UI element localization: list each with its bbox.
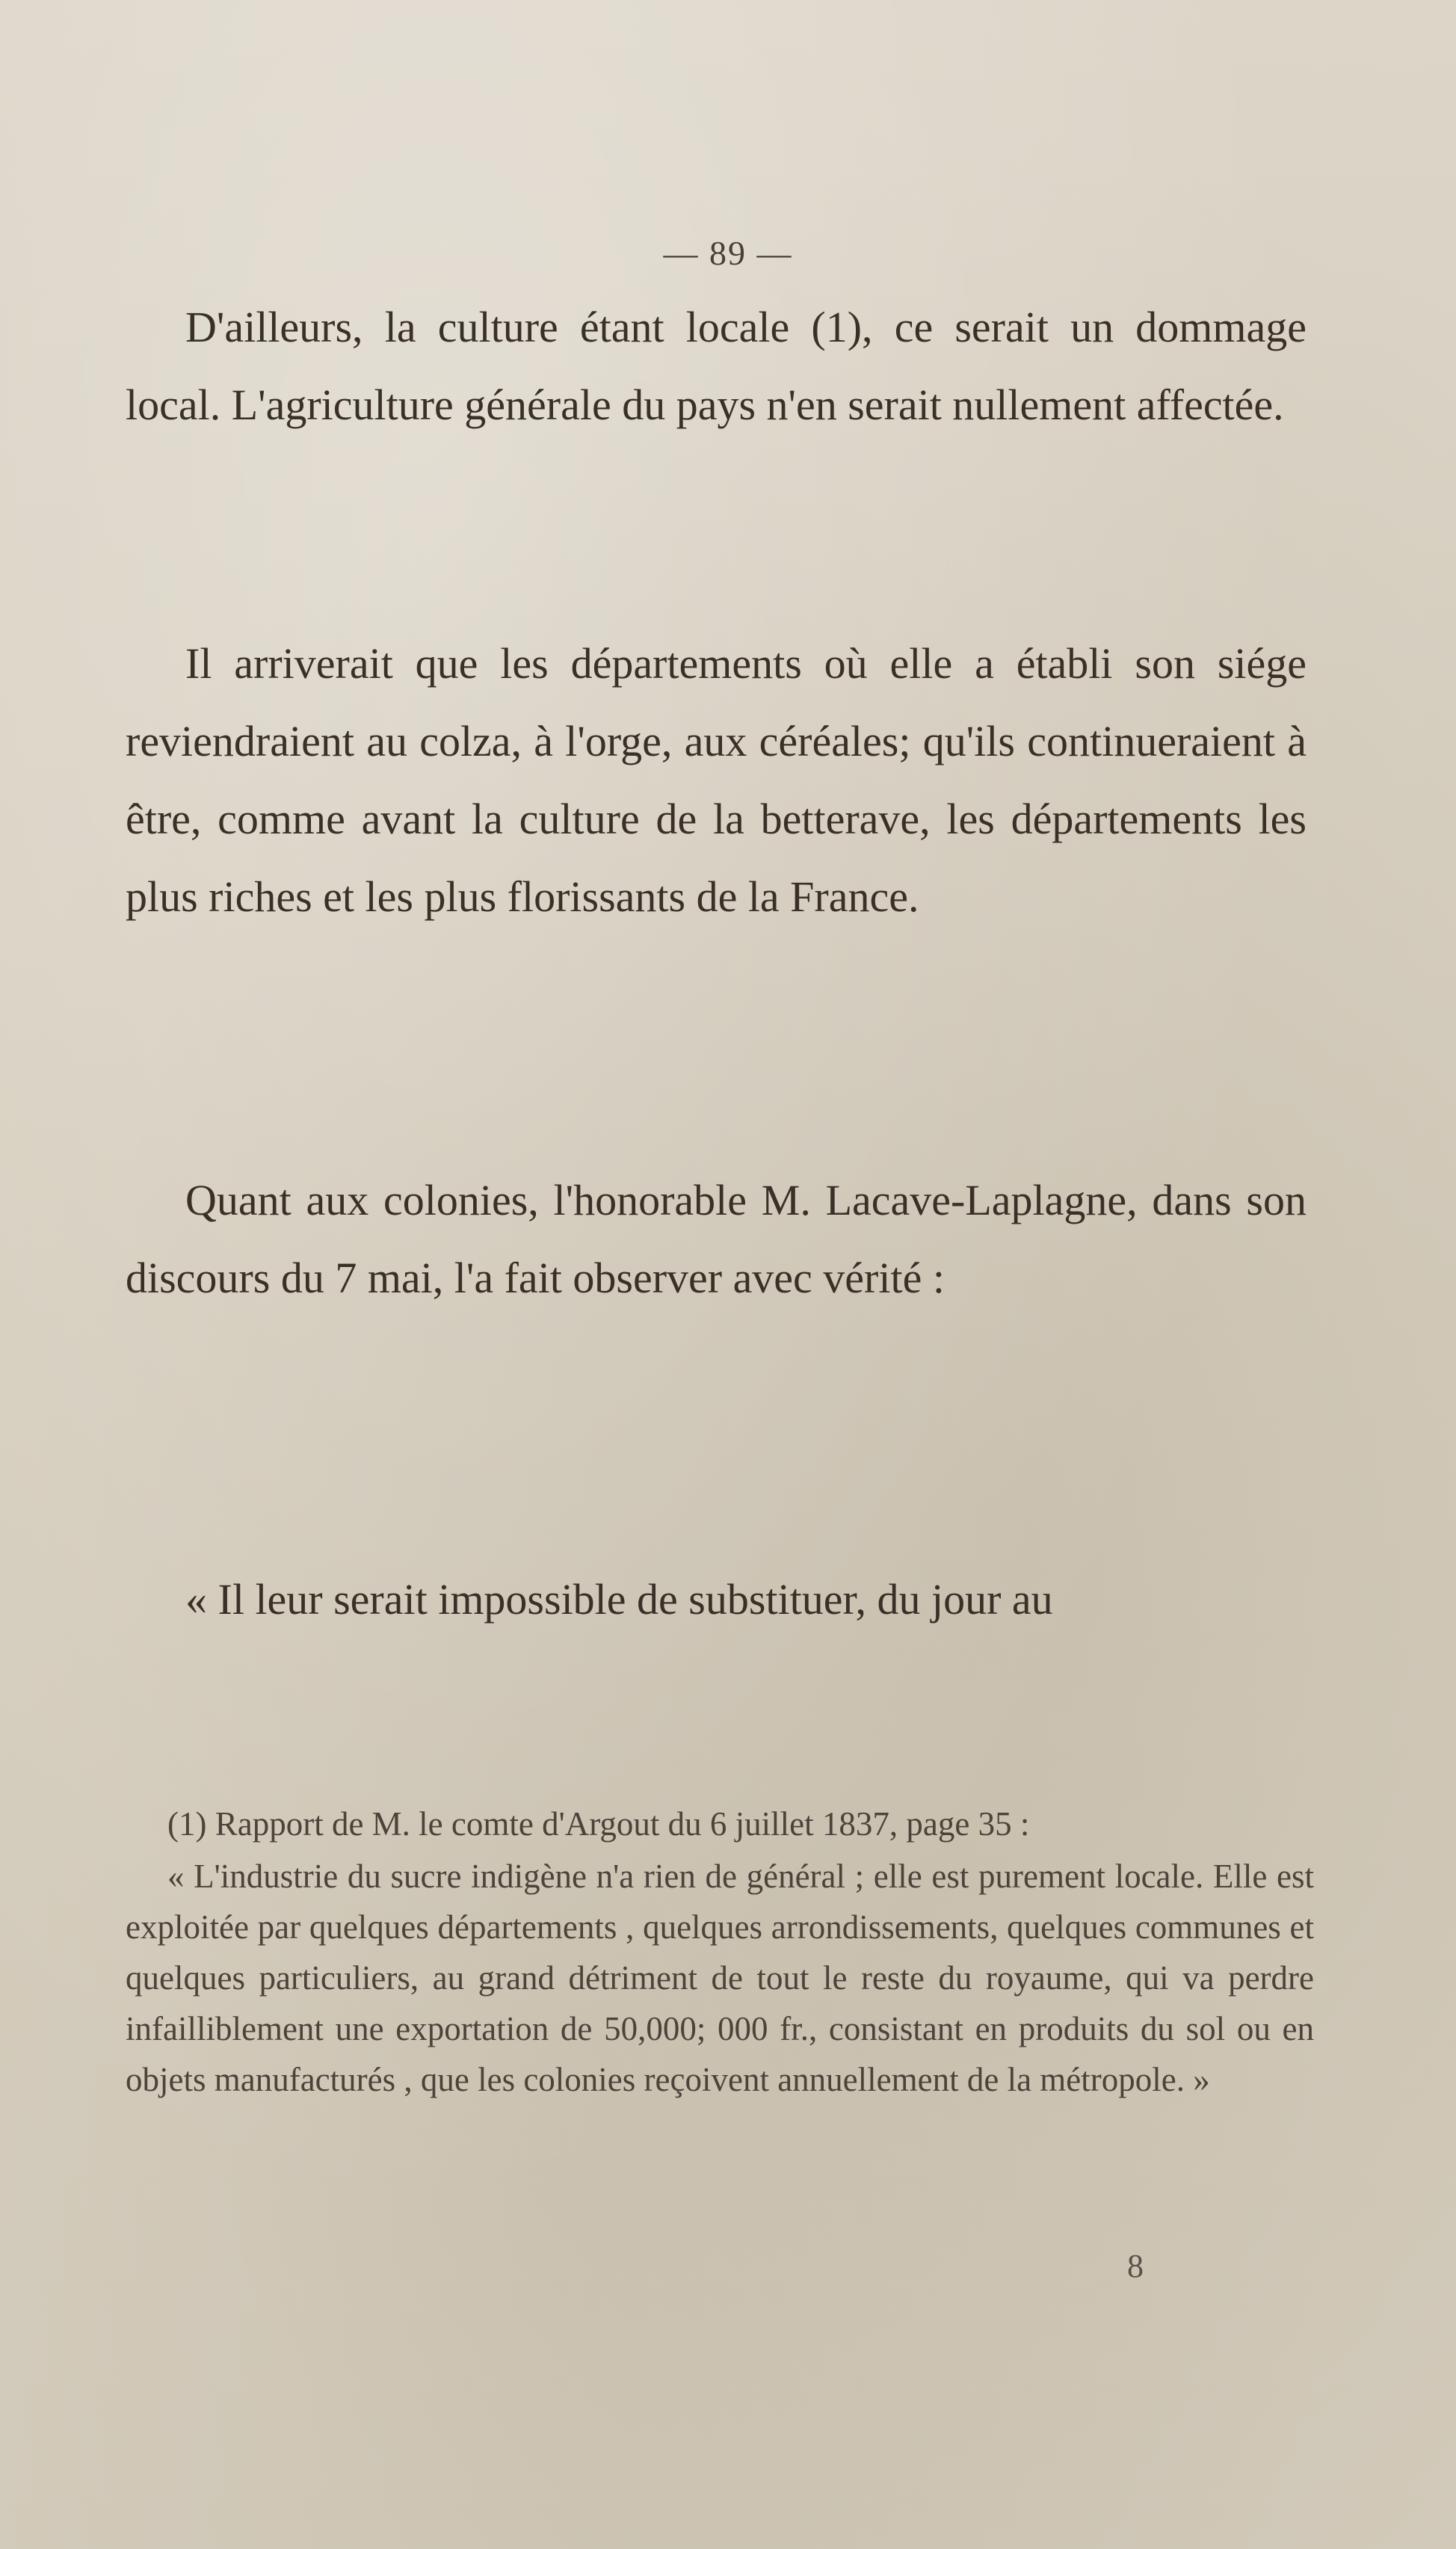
signature-mark: 8: [1127, 2248, 1144, 2284]
footnote-reference: (1) Rapport de M. le comte d'Argout du 6 juillet 1837, page 35 :: [167, 1805, 1030, 1843]
paragraph-4: « Il leur serait impossible de substituer, du jour au: [185, 1575, 1053, 1624]
footnote-quote: « L'industrie du sucre indigène n'a rien de général ; elle est purement locale. Elle est exploitée par quelques départements , quelques arrondissements, quelques communes et quelques particuliers, au grand détriment de tout le reste du royaume, qui va perdre infailliblement une exportation de 50,000; 000 fr., consistant en produits du sol ou en objets manufacturés , que les colonies reçoivent annuellement de la métropole. »: [126, 1858, 1314, 2098]
footnote: [126, 1799, 1314, 2105]
paragraph-1: D'ailleurs, la culture étant locale (1), ce serait un dommage local. L'agriculture générale du pays n'en serait nullement affectée.: [126, 303, 1307, 429]
paragraph-3: Quant aux colonies, l'honorable M. Lacave-Laplagne, dans son discours du 7 mai, l'a fait observer avec vérité :: [126, 1176, 1307, 1302]
paragraph-2: Il arriverait que les départements où elle a établi son siége reviendraient au colza, à l'orge, aux céréales; qu'ils continueraient à être, comme avant la culture de la betterave, les départements les plus riches et les plus florissants de la France.: [126, 639, 1307, 921]
page-number: — 89 —: [663, 234, 793, 272]
